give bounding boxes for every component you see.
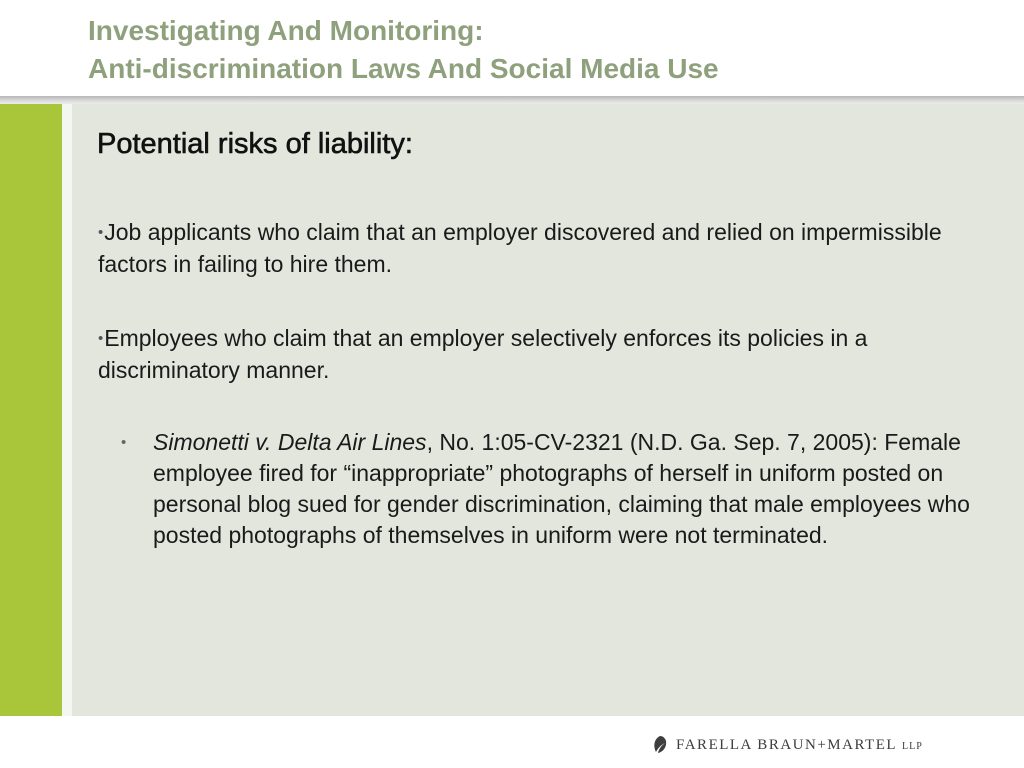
bullet-icon: • (98, 224, 104, 241)
bullet-icon: • (98, 330, 104, 347)
title-divider (0, 96, 1024, 104)
sub-bullet-icon: • (121, 434, 127, 451)
green-accent-bar (0, 104, 62, 716)
firm-logo (652, 733, 923, 757)
title-line-2: Anti-discrimination Laws And Social Media Use (88, 53, 719, 84)
case-name: Simonetti v. Delta Air Lines (153, 429, 427, 455)
bullet-text: Employees who claim that an employer selectively enforces its policies in a discriminatory manner. (98, 325, 868, 383)
logo-name: FARELLA BRAUN+MARTEL (676, 736, 898, 753)
bullet-item-job-applicants (98, 218, 998, 279)
bullet-item-employees (98, 324, 998, 385)
title-line-1: Investigating And Monitoring: (88, 15, 484, 46)
content-panel (72, 104, 1024, 716)
leaf-icon (652, 735, 668, 755)
case-description: , No. 1:05-CV-2321 (N.D. Ga. Sep. 7, 2005): Female employee fired for “inappropriate” photographs of herself in uniform posted on personal blog sued for gender discrimination, claiming that male employees who posted photographs of themselves in uniform were not terminated. (153, 429, 970, 548)
bullet-text: Job applicants who claim that an employer discovered and relied on impermissible factors in failing to hire them. (98, 219, 942, 277)
sub-bullet-case (121, 427, 983, 551)
logo-text (676, 737, 923, 754)
logo-suffix: LLP (902, 740, 923, 752)
section-heading: Potential risks of liability: (97, 128, 413, 160)
slide-title (88, 12, 1008, 88)
accent-bar-gap (62, 104, 72, 716)
